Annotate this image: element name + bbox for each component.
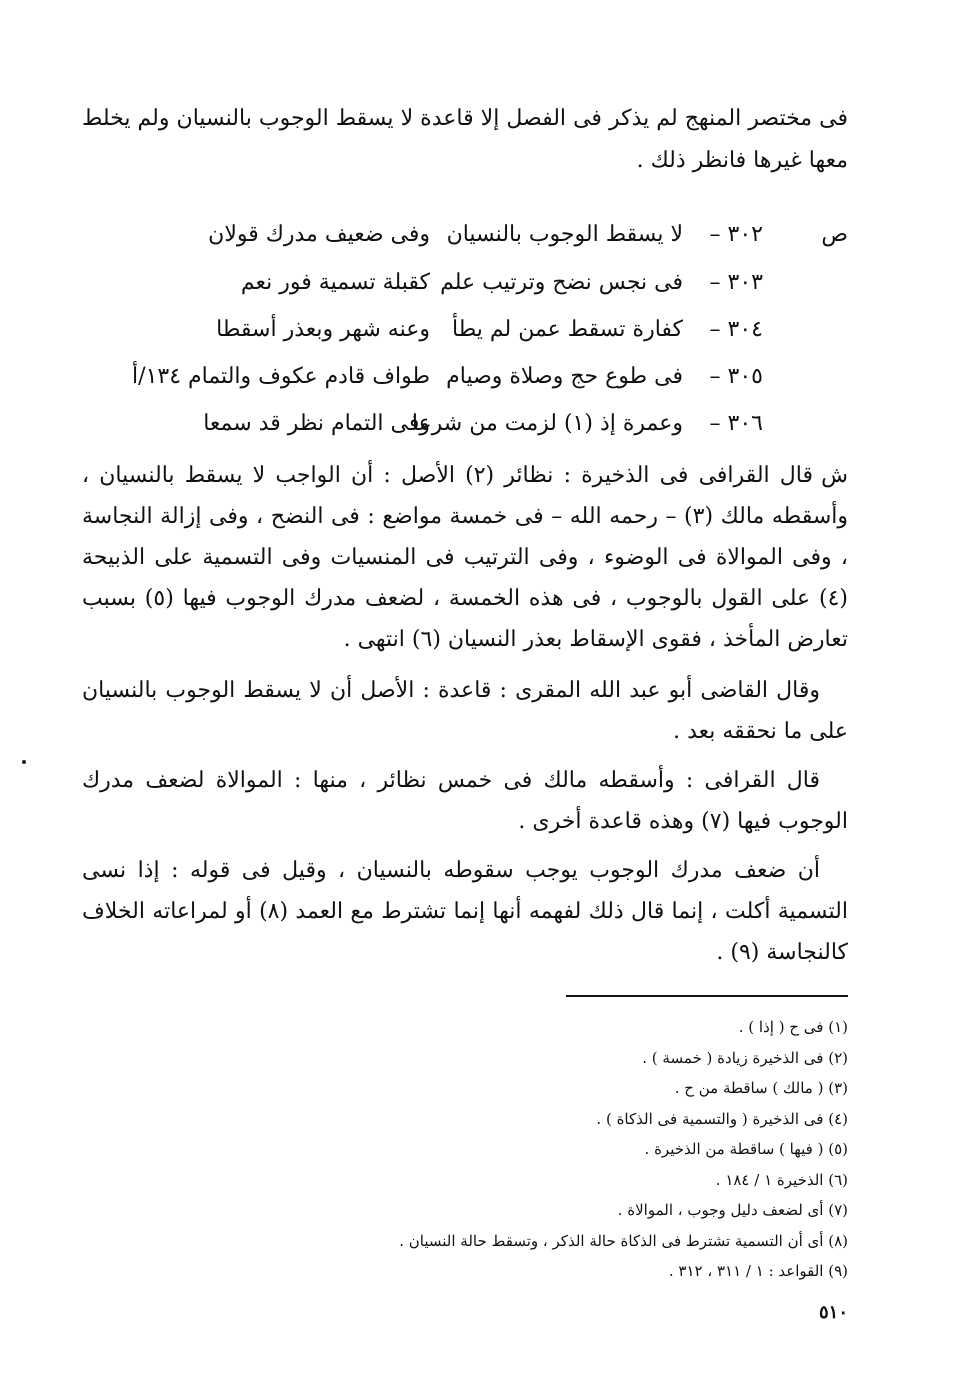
verse-row xyxy=(100,404,848,444)
footnote-list xyxy=(340,1012,848,1287)
verse-hemistich-second: طواف قادم عكوف والتمام ١٣٤/أ xyxy=(132,364,430,389)
verse-hemistich-second: كقبلة تسمية فور نعم xyxy=(240,270,430,295)
page-number: ٥١٠ xyxy=(818,1302,848,1323)
commentary-paragraph xyxy=(82,455,848,660)
verse-number: ٣٠٢ – xyxy=(709,222,763,247)
verse-hemistich-first: وعمرة إذ (١) لزمت من شرعا xyxy=(411,411,683,436)
footnote: (٢) فى الذخيرة زيادة ( خمسة ) . xyxy=(642,1048,848,1067)
verse-number: ٣٠٥ – xyxy=(709,364,763,389)
scan-speck xyxy=(22,760,26,764)
footnote: (٧) أى لضعف دليل وجوب ، الموالاة . xyxy=(617,1201,848,1219)
verse-hemistich-second: وعنه شهر وبعذر أسقطا xyxy=(216,317,430,342)
commentary-text: قال القرافى فى الذخيرة : نظائر (٢) الأصل : أن الواجب لا يسقط بالنسيان ، وأسقطه مالك (٣) – رحمه الله – فى خمسة مواضع : فى النضح ، وفى إزالة النجاسة ، وفى الموالاة فى الوضوء ، وفى الترتيب فى المنسيات وفى التسمية على الذبيحة (٤) على القول بالوجوب ، فى هذه الخمسة ، لضعف مدرك الوجوب فيها (٥) بسبب تعارض المأخذ ، فقوى الإسقاط بعذر النسيان (٦) انتهى . xyxy=(82,463,848,652)
body-paragraph: أن ضعف مدرك الوجوب يوجب سقوطه بالنسيان ، وقيل فى قوله : إذا نسى التسمية أكلت ، إنما قال ذلك لفهمه أنها إنما تشترط مع العمد (٨) أو لمراعاته الخلاف كالنجاسة (٩) . xyxy=(82,858,848,965)
footnote: (٨) أى أن التسمية تشترط فى الذكاة حالة الذكر ، وتسقط حالة النسيان . xyxy=(399,1231,848,1250)
intro-paragraph: فى مختصر المنهج لم يذكر فى الفصل إلا قاعدة لا يسقط الوجوب بالنسيان ولم يخلط معها غيرها فانظر ذلك . xyxy=(82,106,848,173)
footnote: (٦) الذخيرة ١ / ١٨٤ . xyxy=(715,1170,848,1189)
verse-hemistich-first: فى طوع حج وصلاة وصيام xyxy=(446,364,683,389)
verse-row xyxy=(100,263,848,303)
body-paragraph: وقال القاضى أبو عبد الله المقرى : قاعدة : الأصل أن لا يسقط الوجوب بالنسيان على ما نحققه بعد . xyxy=(82,678,848,744)
footnote: (١) فى ح ( إذا ) . xyxy=(738,1018,848,1036)
verse-number: ٣٠٣ – xyxy=(709,270,763,295)
footnote: (٣) ( مالك ) ساقطة من ح . xyxy=(674,1079,848,1097)
verse-hemistich-first: لا يسقط الوجوب بالنسيان xyxy=(446,222,683,247)
verse-hemistich-first: كفارة تسقط عمن لم يطأ xyxy=(452,317,683,342)
verse-marker: ص xyxy=(821,222,848,247)
commentary-marker: ش xyxy=(821,463,848,488)
footnote: (٤) فى الذخيرة ( والتسمية فى الذكاة ) . xyxy=(596,1109,848,1128)
footnote-rule xyxy=(566,995,848,997)
verse-hemistich-second: وفى ضعيف مدرك قولان xyxy=(208,222,430,247)
verse-row xyxy=(100,310,848,350)
footnote: (٩) القواعد : ١ / ٣١١ ، ٣١٢ . xyxy=(668,1262,848,1280)
verse-number: ٣٠٤ – xyxy=(709,317,763,342)
verse-number: ٣٠٦ – xyxy=(709,411,763,436)
verse-hemistich-first: فى نجس نضح وترتيب علم xyxy=(440,270,683,295)
body-paragraph: قال القرافى : وأسقطه مالك فى خمس نظائر ، منها : الموالاة لضعف مدرك الوجوب فيها (٧) وهذه قاعدة أخرى . xyxy=(82,768,848,834)
verse-hemistich-second: وفى التمام نظر قد سمعا xyxy=(203,411,430,436)
verse-row xyxy=(100,215,848,255)
verse-row xyxy=(100,357,848,397)
footnote: (٥) ( فيها ) ساقطة من الذخيرة . xyxy=(644,1140,848,1158)
